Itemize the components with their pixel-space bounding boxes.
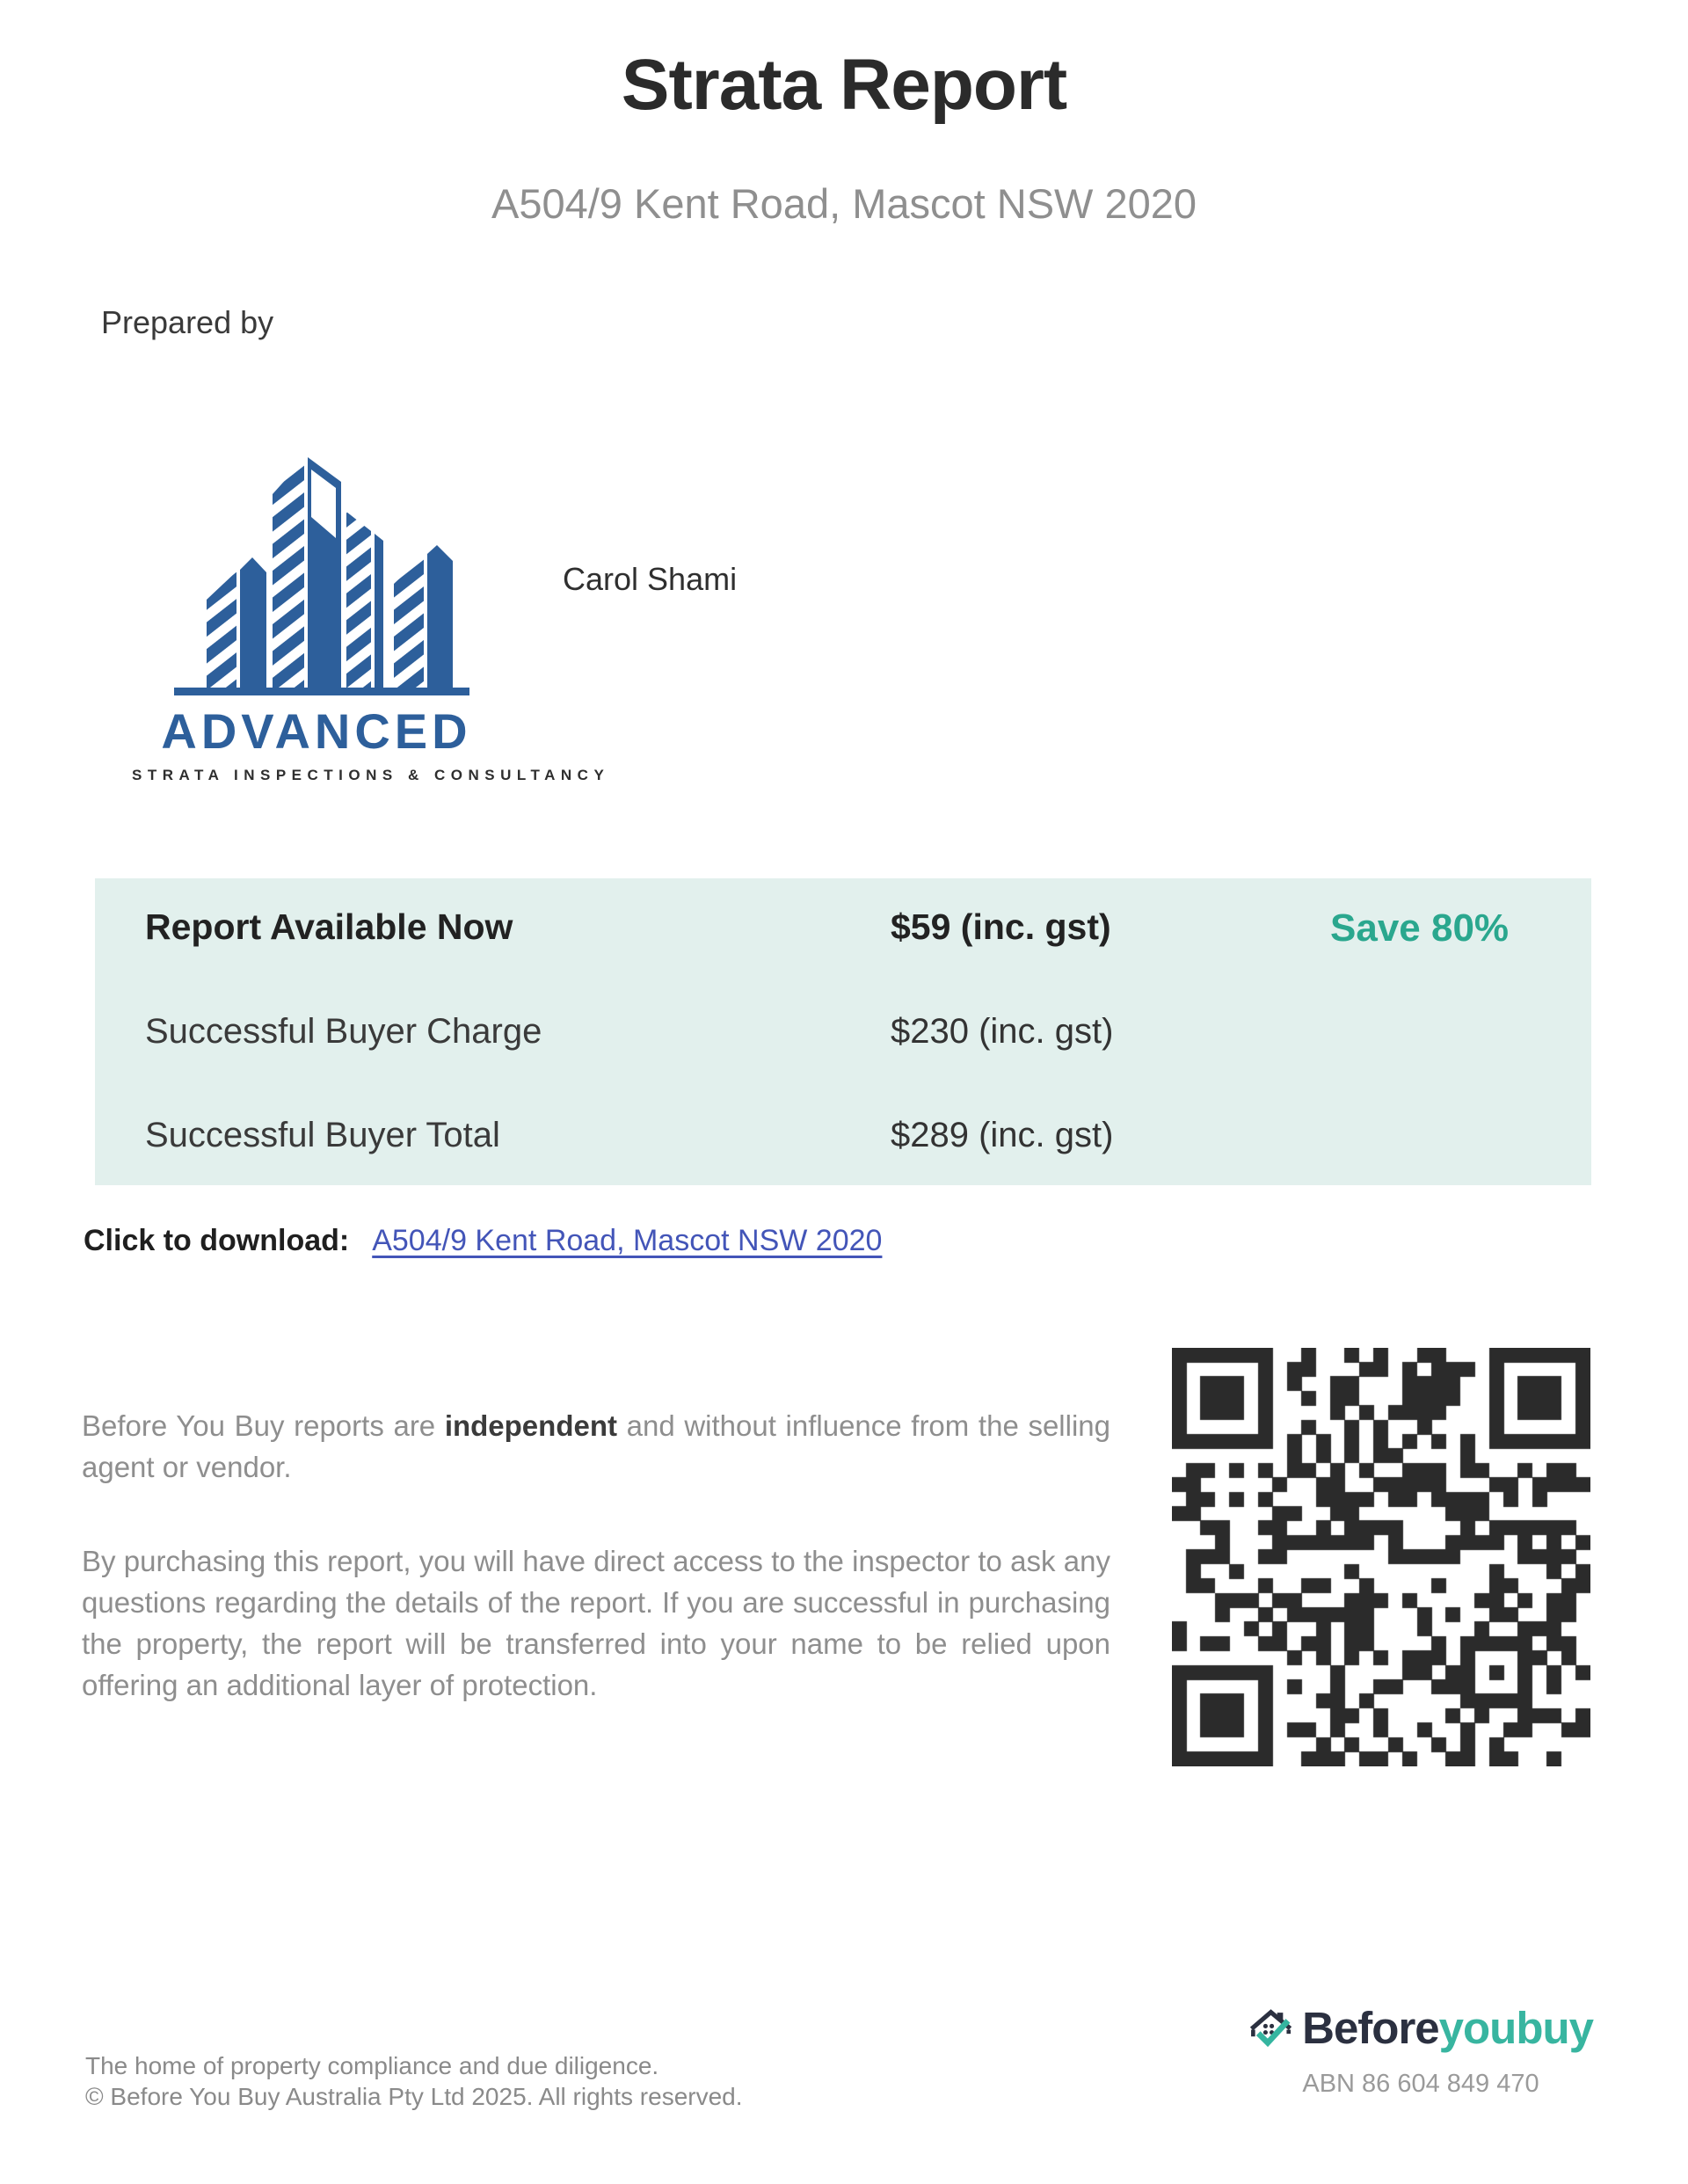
qr-code [1172, 1348, 1590, 1766]
report-download-link[interactable]: A504/9 Kent Road, Mascot NSW 2020 [372, 1224, 883, 1257]
inspection-company-logo [132, 440, 610, 784]
brand-wordmark [1302, 2002, 1593, 2054]
prepared-by-label: Prepared by [101, 304, 274, 340]
download-label: Click to download: [84, 1224, 350, 1257]
independent-emphasis: independent [444, 1409, 617, 1442]
footer-tagline: The home of property compliance and due diligence. [85, 2052, 659, 2079]
logo-tagline: STRATA INSPECTIONS & CONSULTANCY [132, 767, 610, 783]
price-row-amount: $230 (inc. gst) [891, 1012, 1114, 1051]
property-address: A504/9 Kent Road, Mascot NSW 2020 [491, 180, 1197, 227]
footer-copyright: © Before You Buy Australia Pty Ltd 2025. All rights reserved. [85, 2083, 743, 2110]
beforeyoubuy-logo [1248, 1989, 1593, 2066]
save-badge: Save 80% [1330, 906, 1510, 950]
price-row-amount: $289 (inc. gst) [891, 1116, 1114, 1154]
buildings-icon [132, 440, 501, 696]
table-row [95, 906, 1591, 956]
download-row [84, 1224, 882, 1258]
purchase-info-paragraph: By purchasing this report, you will have direct access to the inspector to ask any questions regarding the details of the report. If you are successful in purchasing the property, the report will be transferred into your name to be relied upon offering an additional layer of protection. [82, 1545, 1110, 1701]
price-row-label: Report Available Now [145, 906, 513, 947]
page-title: Strata Report [621, 45, 1067, 125]
price-row-label: Successful Buyer Total [145, 1116, 500, 1154]
paragraph-text: and without influence from the selling agent or vendor. [82, 1409, 1110, 1483]
table-row [95, 1116, 1591, 1165]
pricing-table [95, 878, 1591, 1185]
house-check-icon [1248, 1991, 1293, 2064]
table-row [95, 1012, 1591, 1061]
price-row-label: Successful Buyer Charge [145, 1012, 542, 1051]
paragraph-text: Before You Buy reports are [82, 1409, 445, 1442]
footer-text [85, 2050, 743, 2112]
independence-paragraph [82, 1405, 1110, 1488]
brand-youbuy: youbuy [1438, 2002, 1593, 2053]
beforeyoubuy-brand-block [1248, 1989, 1593, 2099]
inspector-name: Carol Shami [563, 561, 738, 597]
price-row-amount: $59 (inc. gst) [891, 906, 1111, 947]
logo-company-name: ADVANCED [161, 703, 472, 759]
abn-number: ABN 86 604 849 470 [1302, 2070, 1539, 2098]
brand-before: Before [1302, 2002, 1439, 2053]
